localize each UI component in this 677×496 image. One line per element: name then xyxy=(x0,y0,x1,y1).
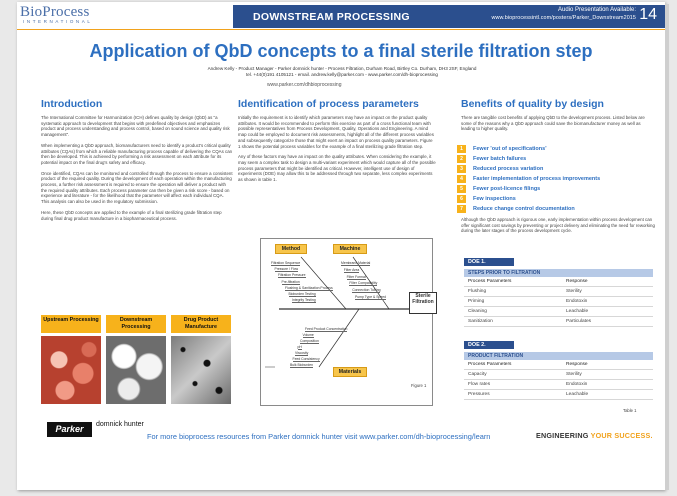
table-row: Pressures Leachable xyxy=(464,390,653,400)
method-cause: Bioburden Testing xyxy=(288,292,316,296)
cells-image xyxy=(41,336,101,404)
bioprocess-logo: BioProcess xyxy=(20,4,90,20)
intro-p2: When implementing a QbD approach, biomanufacturers need to identify a product's critical quality attributes (CQAs) from which a reliable manufacturing process capable of delivering the CQAs can then be developed. This is achieved by performing a risk assessment on each attribute for its potential impact on the final drug's safety and efficacy. xyxy=(41,142,233,165)
page-number: 14 xyxy=(639,6,657,23)
authors xyxy=(77,66,607,78)
doe1-label: DOE 1. xyxy=(464,258,514,266)
web-link[interactable]: www.parker.com/dhbioprocessing xyxy=(267,82,342,88)
intro-p4: Here, these QbD concepts are applied to the example of a final sterilizing grade filtration step during final drug product manufacture in a biopharmaceutical process. xyxy=(41,209,222,221)
benefit-number: 5 xyxy=(457,185,466,193)
doe1-title: STEPS PRIOR TO FILTRATION xyxy=(464,269,653,277)
doe1-table xyxy=(464,258,653,327)
beads-image xyxy=(106,336,166,404)
materials-label: Materials xyxy=(333,367,367,377)
intro-text xyxy=(41,115,233,226)
identification-heading: Identification of process parameters xyxy=(238,98,419,110)
downstream-image xyxy=(106,315,166,404)
materials-cause: Viscosity xyxy=(295,351,309,355)
materials-cause: Feed Consistency xyxy=(292,357,320,361)
drug-product-label: Drug Product Manufacture xyxy=(171,315,231,333)
benefit-item: 6 Few inspections xyxy=(457,194,600,204)
machine-cause: Filter Format xyxy=(346,274,366,279)
method-cause: Pre-filtration xyxy=(281,279,300,284)
method-cause: Integrity Testing xyxy=(292,298,316,303)
identification-p2: Any of these factors may have an impact on the quality attributes. When considering the example, it may seem a complex task to design a multi-variant experiment which would capture all of the possible process parameters that might be identified as critical. However, intelligent use of design of experiments (DOE) may allow this to be addressed through two separate, less complex experiments as shown in table 1. xyxy=(238,154,436,183)
outcome-box: Sterile Filtration xyxy=(409,292,437,314)
table-row: Flushing Sterility xyxy=(464,287,653,297)
materials-cause: Bulk Bioburden xyxy=(290,363,313,367)
benefit-number: 4 xyxy=(457,175,466,183)
section-title: DOWNSTREAM PROCESSING xyxy=(253,11,410,23)
table-caption: Table 1 xyxy=(623,408,637,413)
figure-caption: Figure 1 xyxy=(411,383,427,388)
bioprocess-logo-sub: INTERNATIONAL xyxy=(23,19,93,24)
materials-cause: pH xyxy=(297,345,302,349)
table-row: Cleaning Leachable xyxy=(464,307,653,317)
header-banner xyxy=(17,2,665,30)
benefit-item: 1 Fewer 'out of specifications' xyxy=(457,144,600,154)
table-header-row: Process Parameters Response xyxy=(464,277,653,287)
identification-text xyxy=(238,115,436,188)
machine-cause: Filter Area xyxy=(343,267,360,272)
machine-cause: Pump Type & Speed xyxy=(355,295,387,299)
membrane-image xyxy=(171,336,231,404)
table-row: Capacity Sterility xyxy=(464,370,653,380)
domnick-hunter-wordmark: domnick hunter xyxy=(96,421,144,428)
audio-url-link[interactable]: www.bioprocessintl.com/posters/Parker_Downstream2015 xyxy=(491,15,636,21)
doe2-title: PRODUCT FILTRATION xyxy=(464,352,653,360)
table-row: Priming Endotoxin xyxy=(464,297,653,307)
contact-line: tel. +44(0)191 4105121 - email. andrew.kelly@parker.com - www.parker.com/dh-bioprocessing xyxy=(246,72,438,77)
benefit-item: 5 Fewer post-licence filings xyxy=(457,184,600,194)
benefits-heading: Benefits of quality by design xyxy=(461,98,604,110)
upstream-image xyxy=(41,315,101,404)
intro-p3: Once identified, CQAs can be monitored and controlled through the process to ensure a consistent product of the required quality. During the development of each operation within the manufacturing process, a further risk assessment is required to ensure the operation will deliver a product with the required quality attributes. Each process parameter can then be given a risk score - based on experience and literature - for the likelihood that the parameter will affect each individual CQA. This analysis can also be used in the regulatory submission. xyxy=(41,170,233,205)
poster-page xyxy=(17,2,665,490)
poster-title: Application of QbD concepts to a final sterile filtration step xyxy=(89,41,593,61)
machine-cause: Filter Compatibility xyxy=(349,281,378,286)
benefit-item: 2 Fewer batch failures xyxy=(457,154,600,164)
page-shadow xyxy=(665,4,669,490)
benefits-intro: There are tangible cost benefits of applying QbD to the development process. Listed below are some of the reasons why a QbD approach could save the biomanufacturer money as well as leading to higher quality. xyxy=(461,115,645,132)
benefits-list xyxy=(457,144,600,214)
method-cause: Pressure / Flow xyxy=(274,267,299,272)
method-cause: Flushing & Sanitization Process xyxy=(285,285,333,290)
intro-p1: The International Committee for Harmonization (ICH) defines quality by design (QbD) as "a systematic approach to development that begins with predefined objectives and emphasizes product and process understanding and process control, based on sound science and quality risk management". xyxy=(41,115,230,138)
upstream-label: Upstream Processing xyxy=(41,315,101,333)
process-images xyxy=(41,315,231,409)
audio-label: Audio Presentation Available: xyxy=(558,7,636,13)
section-bar xyxy=(233,5,665,28)
doe2-label: DOE 2. xyxy=(464,341,514,349)
resources-link[interactable]: For more bioprocess resources from Parker domnick hunter visit www.parker.com/dh-bioprocessing/learn xyxy=(147,432,491,441)
parker-wordmark: Parker xyxy=(47,422,92,437)
table-row: Sanitization Particulates xyxy=(464,317,653,327)
benefit-number: 6 xyxy=(457,195,466,203)
benefit-number: 3 xyxy=(457,165,466,173)
audio-presentation xyxy=(456,6,636,22)
table-row: Flow rates Endotoxin xyxy=(464,380,653,390)
doe2-table xyxy=(464,341,653,400)
materials-cause: Composition xyxy=(300,339,319,343)
benefit-number: 1 xyxy=(457,145,466,153)
benefits-outro: Although the QbD approach is rigorous one, early implementation within process development can offer significant cost savings by preventing or project delivery and eliminating the need for reworking during the later stages of the process development cycle. xyxy=(461,217,655,234)
machine-cause: Connection Tubing xyxy=(352,288,381,293)
tagline: ENGINEERING YOUR SUCCESS. xyxy=(536,431,653,440)
materials-cause: Feed Product Concentration xyxy=(305,327,348,331)
author-line: Andrew Kelly - Product Manager - Parker domnick hunter - Process Filtration, Durham Road, Birtley Co. Durham, DH3 2SF, England xyxy=(207,66,477,71)
fishbone-figure xyxy=(260,238,433,406)
benefit-number: 2 xyxy=(457,155,466,163)
benefit-item: 3 Reduced process variation xyxy=(457,164,600,174)
drug-product-image xyxy=(171,315,231,404)
identification-p1: Initially the requirement is to identify which parameters may have an impact on the product quality attributes. It would be recommended to perform this exercise as part of a cross functional team with possible representatives from Process Development, Quality, Operations and Engineering. A mind map could be employed to document risk assessments, highlight all of the different process variables and subsequently categorize those that might exert an impact on process quality parameters. Figure 1 shows the potential process variables for the example of a final sterilizing grade filtration step. xyxy=(238,115,434,149)
method-cause: Filtration Sequence xyxy=(271,261,301,265)
machine-cause: Membrane Material xyxy=(341,261,371,265)
table-header-row: Process Parameters Response xyxy=(464,360,653,370)
benefit-item: 7 Reduce change control documentation xyxy=(457,204,600,214)
intro-heading: Introduction xyxy=(41,98,103,110)
machine-label: Machine xyxy=(333,244,367,254)
benefit-number: 7 xyxy=(457,205,466,213)
materials-cause: Volume xyxy=(302,333,314,337)
benefit-item: 4 Faster implementation of process improvements xyxy=(457,174,600,184)
downstream-label: Downstream Processing xyxy=(106,315,166,333)
parker-logo xyxy=(47,419,147,441)
method-label: Method xyxy=(275,244,307,254)
method-cause: Filtration Pressure xyxy=(278,273,306,278)
